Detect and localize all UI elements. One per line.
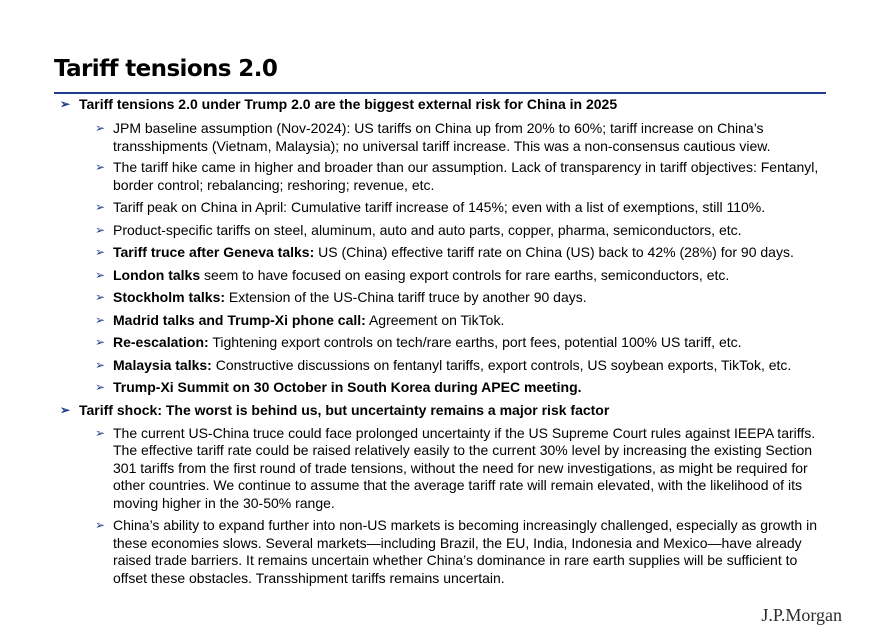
list-item (0, 425, 880, 513)
company-logo: J.P.Morgan (761, 605, 842, 625)
item-text: seem to have focused on easing export controls for rare earths, semiconductors, etc. (200, 266, 730, 283)
arrow-bullet-icon: ➢ (95, 425, 106, 440)
arrow-bullet-icon: ➢ (95, 160, 106, 174)
item-text: Tariff peak on China in April: Cumulative tariff increase of 145%; even with a list of exemptions, still 110%. (113, 199, 766, 215)
item-text: Constructive discussions on fentanyl tariffs, export controls, US soybean exports, TikTok, etc. (211, 356, 792, 373)
list-item (0, 334, 880, 352)
list-item (0, 222, 880, 240)
list-item (0, 312, 880, 330)
item-text: JPM baseline assumption (Nov-2024): US tariffs on China up from 20% to 60%; tariff increase on China’s transshipments (Vietnam, Malaysia); no universal tariff increase. This was a non-consensus cautious view. (113, 120, 771, 154)
section-heading-text: Tariff tensions 2.0 under Trump 2.0 are the biggest external risk for China in 2025 (79, 96, 618, 112)
item-bold-lead: Stockholm talks: (113, 289, 226, 305)
item-text: US (China) effective tariff rate on China (US) back to 42% (28%) for 90 days. (314, 244, 794, 260)
list-item (0, 267, 880, 285)
list-item (0, 159, 880, 194)
arrow-bullet-icon: ➢ (95, 312, 106, 327)
item-text: The current US-China truce could face prolonged uncertainty if the US Supreme Court rules against IEEPA tariffs. The effective tariff rate could be raised relatively easily to the current 30% level by increasing the existing Section 301 tariffs from the first round of trade tensions, without the need for new investigations, as might be required for other countries. We continue to assume that the average tariff rate will remain elevated, with the likelihood of its moving higher in the 30-50% range. (113, 424, 816, 511)
arrow-bullet-icon: ➢ (95, 200, 106, 214)
item-text: China’s ability to expand further into non-US markets is becoming increasingly challenged, especially as growth in these economies slows. Several markets—including Brazil, the EU, India, Indonesia and Mexico—have already raised trade barriers. It remains uncertain whether China’s dominance in rare earth supplies will be sufficient to offset these obstacles. Transshipment tariffs remains uncertain. (113, 517, 817, 586)
arrow-bullet-icon: ➢ (95, 222, 106, 237)
list-item (0, 289, 880, 307)
section-heading (0, 402, 880, 419)
item-bold-lead: Tariff truce after Geneva talks: (113, 244, 315, 260)
arrow-bullet-icon: ➢ (95, 121, 106, 135)
item-text: Extension of the US-China tariff truce by another 90 days. (225, 289, 587, 305)
arrow-bullet-icon: ➢ (95, 290, 106, 304)
arrow-bullet-icon: ➢ (95, 335, 106, 349)
section-heading (0, 96, 880, 113)
item-text: The tariff hike came in higher and broader than our assumption. Lack of transparency in tariff objectives: Fentanyl, border control; rebalancing; reshoring; revenue, etc. (113, 159, 819, 193)
title-divider (54, 92, 826, 94)
section-heading-text: Tariff shock: The worst is behind us, but uncertainty remains a major risk factor (79, 401, 610, 418)
page-title: Tariff tensions 2.0 (54, 56, 278, 82)
list-item (0, 199, 880, 217)
item-bold-lead: Trump-Xi Summit on 30 October in South Korea during APEC meeting. (113, 379, 582, 395)
list-item (0, 357, 880, 375)
arrow-bullet-icon: ➢ (95, 245, 106, 259)
arrow-bullet-icon: ➢ (60, 402, 71, 417)
list-item (0, 379, 880, 397)
item-bold-lead: London talks (113, 266, 201, 283)
arrow-bullet-icon: ➢ (95, 518, 106, 532)
arrow-bullet-icon: ➢ (60, 97, 71, 111)
bullet-list (0, 96, 880, 587)
item-text: Agreement on TikTok. (365, 311, 505, 328)
item-bold-lead: Re-escalation: (113, 334, 209, 350)
list-item (0, 244, 880, 262)
list-item (0, 517, 880, 587)
item-text: Tightening export controls on tech/rare earths, port fees, potential 100% US tariff, etc. (208, 334, 742, 350)
item-text: Product-specific tariffs on steel, aluminum, auto and auto parts, copper, pharma, semiconductors, etc. (113, 221, 742, 238)
arrow-bullet-icon: ➢ (95, 380, 106, 394)
item-bold-lead: Malaysia talks: (113, 356, 212, 373)
item-bold-lead: Madrid talks and Trump-Xi phone call: (113, 311, 366, 328)
arrow-bullet-icon: ➢ (95, 267, 106, 282)
list-item (0, 120, 880, 155)
arrow-bullet-icon: ➢ (95, 357, 106, 372)
